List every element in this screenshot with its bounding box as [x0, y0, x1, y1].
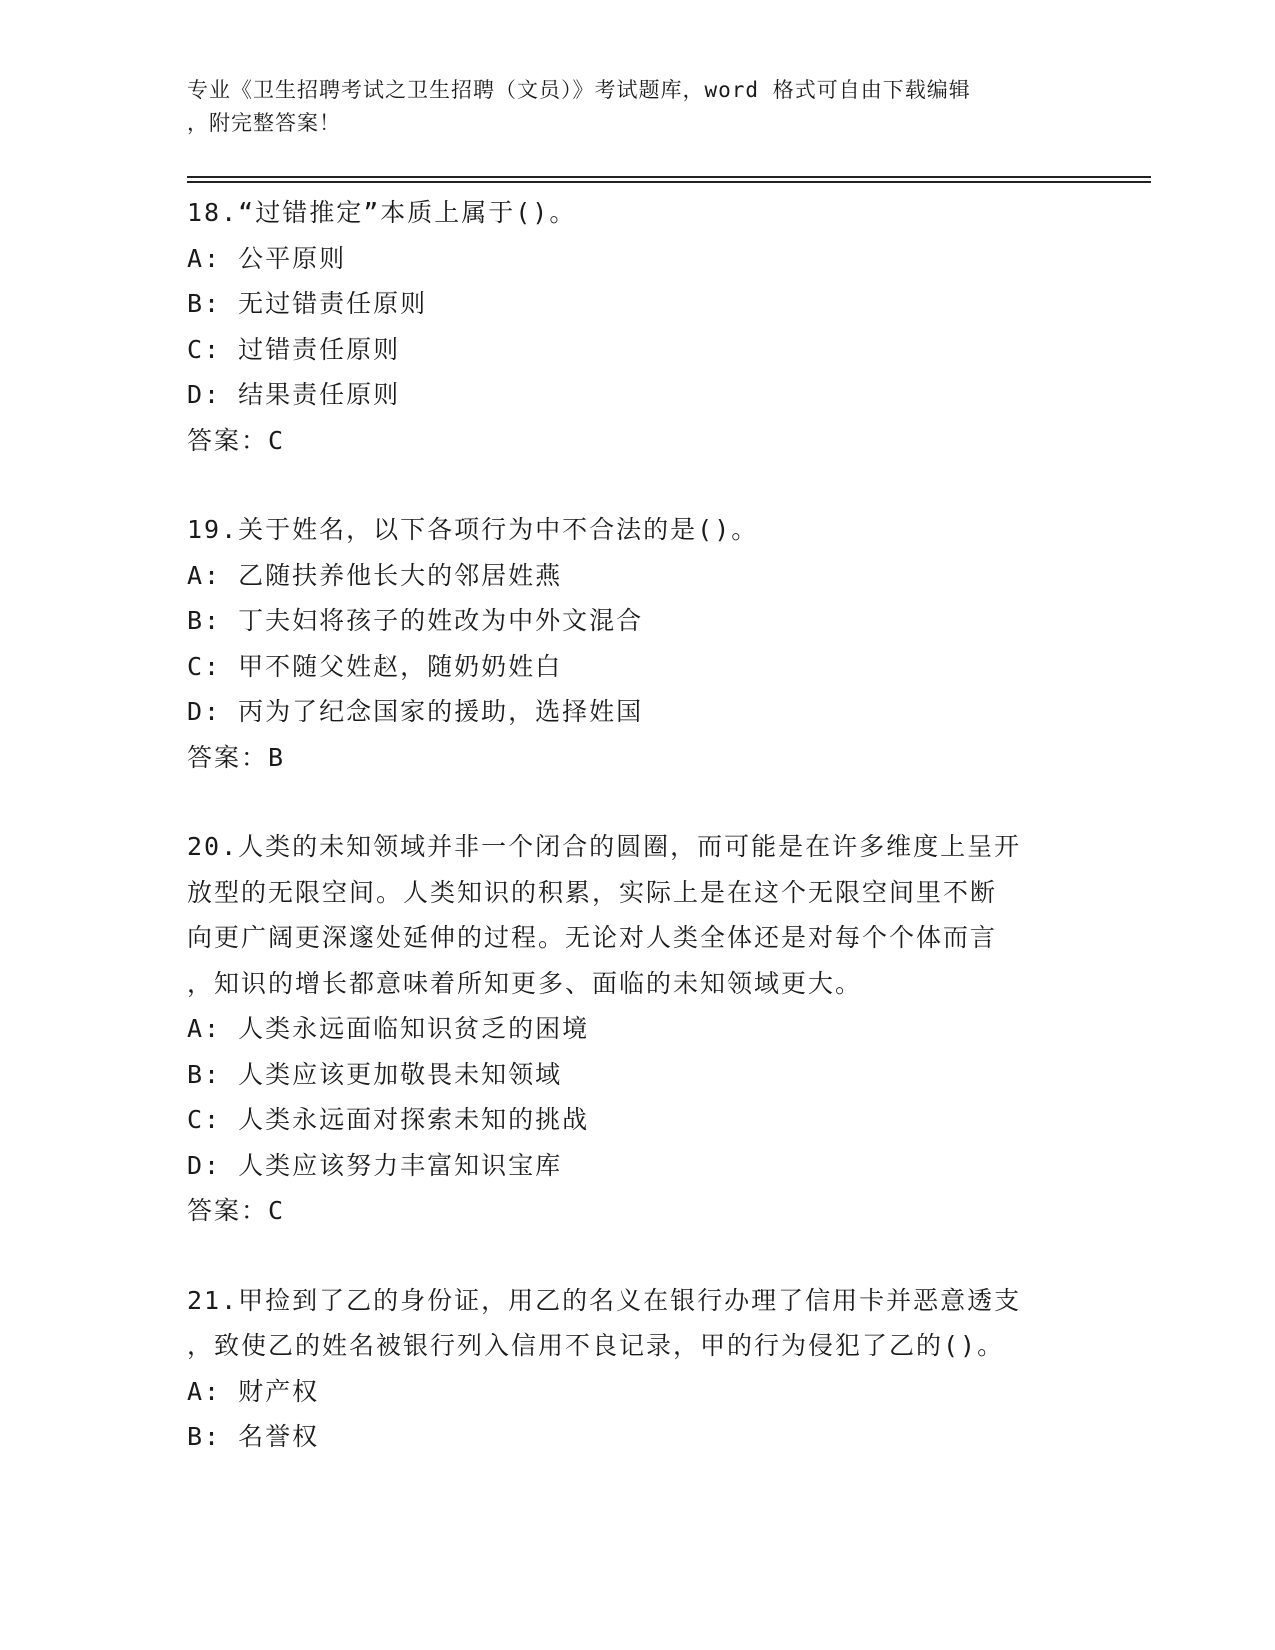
answer-option: B: 丁夫妇将孩子的姓改为中外文混合 [187, 606, 644, 635]
answer-label: 答案： [187, 742, 269, 772]
answer-key [187, 1188, 1087, 1234]
question-block [187, 824, 1087, 1234]
answer-label: 答案： [187, 1196, 269, 1225]
question-block [187, 190, 1087, 463]
answer-option: C: 人类永远面对探索未知的挑战 [187, 1105, 590, 1134]
answer-option: A: 公平原则 [187, 243, 347, 273]
header-divider-bottom [187, 181, 1151, 183]
answer-option: A: 乙随扶养他长大的邻居姓燕 [187, 560, 563, 590]
question-stem-line: 18.“过错推定”本质上属于()。 [187, 198, 577, 227]
answer-option: B: 人类应该更加敬畏未知领域 [187, 1059, 563, 1089]
answer-key [187, 418, 1087, 464]
answer-option: B: 无过错责任原则 [187, 289, 428, 318]
question-stem-line: 19.关于姓名，以下各项行为中不合法的是()。 [187, 515, 759, 544]
answer-label: 答案： [187, 425, 269, 455]
answer-option: A: 人类永远面临知识贫乏的困境 [187, 1014, 590, 1043]
question-stem-line: ，致使乙的姓名被银行列入信用不良记录，甲的行为侵犯了乙的()。 [187, 1331, 1005, 1360]
question-stem-line: 21.甲捡到了乙的身份证，用乙的名义在银行办理了信用卡并恶意透支 [187, 1285, 1022, 1315]
header-line-1: 专业《卫生招聘考试之卫生招聘（文员）》考试题库，word 格式可自由下载编辑 [187, 78, 971, 102]
answer-option: B: 名誉权 [187, 1422, 320, 1451]
question-stem-line: 20.人类的未知领域并非一个闭合的圆圈，而可能是在许多维度上呈开 [187, 832, 1022, 861]
question-list [187, 190, 1087, 1504]
answer-value: C [268, 1196, 286, 1225]
answer-option: C: 过错责任原则 [187, 334, 401, 364]
question-block [187, 1278, 1087, 1460]
answer-option: D: 丙为了纪念国家的援助，选择姓国 [187, 697, 644, 726]
question-stem-line: ，知识的增长都意味着所知更多、面临的未知领域更大。 [187, 968, 863, 998]
answer-value: B [268, 742, 286, 772]
answer-key [187, 735, 1087, 781]
question-block [187, 507, 1087, 780]
answer-option: C: 甲不随父姓赵，随奶奶姓白 [187, 651, 563, 681]
question-stem-line: 向更广阔更深邃处延伸的过程。无论对人类全体还是对每个个体而言 [187, 923, 998, 952]
header-line-2: ，附完整答案！ [187, 111, 341, 135]
question-stem-line: 放型的无限空间。人类知识的积累，实际上是在这个无限空间里不断 [187, 877, 998, 907]
answer-option: A: 财产权 [187, 1376, 320, 1406]
header-divider-top [187, 176, 1151, 178]
answer-value: C [268, 425, 286, 455]
answer-option: D: 结果责任原则 [187, 380, 401, 409]
answer-option: D: 人类应该努力丰富知识宝库 [187, 1150, 563, 1180]
document-header [187, 74, 1087, 140]
